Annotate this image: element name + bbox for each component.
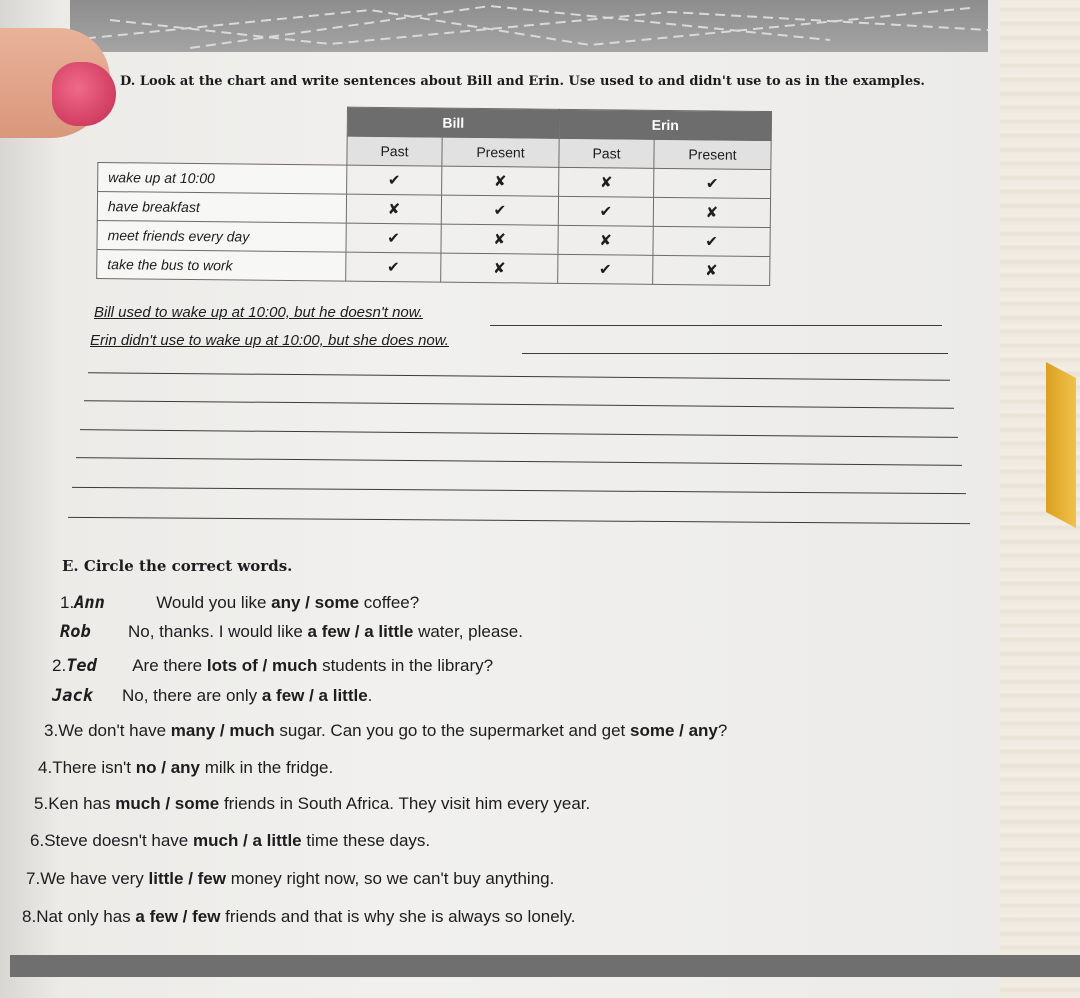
mark-cell: ✔ [441, 195, 558, 225]
sentence-text: No, thanks. I would like [128, 622, 308, 641]
header-period: Present [442, 137, 559, 167]
word-choice[interactable]: lots of / much [206, 656, 318, 675]
mark-cell: ✘ [441, 224, 558, 254]
mark-cell: ✘ [442, 166, 559, 196]
header-person: Erin [559, 109, 771, 140]
item-number: 6. [30, 831, 45, 850]
item-number: 4. [38, 758, 53, 777]
sentence-text: water, please. [413, 622, 523, 641]
mark-cell: ✔ [347, 165, 442, 195]
mark-cell: ✔ [558, 254, 653, 284]
sentence-text: sugar. Can you go to the supermarket and get [274, 721, 631, 740]
sentence-text: time these days. [301, 831, 431, 850]
sentence-text: Nat only has [36, 907, 136, 926]
item-number: 3. [44, 721, 59, 740]
exercise-item [60, 593, 419, 613]
word-choice[interactable]: no / any [135, 758, 200, 777]
mark-cell: ✘ [558, 225, 653, 255]
mark-cell: ✔ [653, 226, 770, 256]
header-pattern [70, 0, 988, 52]
sentence-text: No, there are only [122, 686, 262, 705]
answer-line [490, 325, 942, 326]
sentence-text: money right now, so we can't buy anything. [226, 869, 555, 888]
header-period: Past [347, 136, 442, 166]
sentence-text: Are there [132, 656, 207, 675]
word-choice[interactable]: a few / a little [307, 622, 414, 641]
sentence-text: There isn't [52, 758, 136, 777]
mark-cell: ✘ [653, 197, 770, 227]
word-choice[interactable]: much / some [115, 794, 220, 813]
exercise-item [44, 721, 727, 741]
mark-cell: ✔ [346, 223, 441, 253]
example-sentence: Bill used to wake up at 10:00, but he doesn't now. [94, 304, 423, 321]
sentence-text: . [367, 686, 373, 705]
sentence-text: coffee? [359, 593, 420, 612]
item-number: 7. [26, 869, 41, 888]
yellow-marker [1046, 362, 1076, 528]
word-choice[interactable]: much / a little [192, 831, 302, 850]
speaker-name: Ted [66, 656, 97, 676]
mark-cell: ✔ [558, 196, 653, 226]
sentence-text: ? [717, 721, 728, 740]
exercise-item [30, 831, 430, 851]
word-choice[interactable]: little / few [148, 869, 226, 888]
mark-cell: ✔ [346, 252, 441, 282]
activity-label: take the bus to work [97, 249, 346, 281]
speaker-name: Jack [52, 686, 93, 706]
sentence-text: friends in South Africa. They visit him every year. [219, 794, 591, 813]
sentence-text: Would you like [156, 593, 272, 612]
mark-cell: ✔ [654, 168, 771, 198]
exercise-item [52, 656, 493, 676]
header-person: Bill [347, 107, 559, 138]
item-number: 8. [22, 907, 37, 926]
exercise-item [22, 907, 575, 927]
mark-cell: ✘ [441, 253, 558, 283]
mark-cell: ✘ [346, 194, 441, 224]
activity-label: meet friends every day [97, 220, 346, 252]
activity-label: wake up at 10:00 [98, 163, 347, 195]
activity-label: have breakfast [97, 192, 346, 224]
sentence-text: students in the library? [317, 656, 494, 675]
sentence-text: Steve doesn't have [44, 831, 193, 850]
word-choice[interactable]: a few / few [135, 907, 221, 926]
header-period: Past [559, 138, 654, 168]
page-footer-band [10, 955, 1080, 977]
section-d-instruction: D. Look at the chart and write sentences about Bill and Erin. Use used to and didn't use to as in the examples. [120, 74, 925, 89]
item-number: 5. [34, 794, 49, 813]
sentence-text: milk in the fridge. [199, 758, 334, 777]
example-sentence: Erin didn't use to wake up at 10:00, but she does now. [90, 332, 449, 349]
word-choice[interactable]: any / some [271, 593, 360, 612]
mark-cell: ✘ [559, 167, 654, 197]
habits-chart [96, 104, 772, 286]
mark-cell: ✘ [653, 255, 770, 285]
header-period: Present [654, 139, 771, 169]
speaker-name: Rob [60, 622, 91, 642]
item-number: 1. [60, 593, 75, 612]
sentence-text: Ken has [48, 794, 116, 813]
word-choice[interactable]: many / much [170, 721, 275, 740]
word-choice[interactable]: some / any [630, 721, 718, 740]
exercise-item [34, 794, 590, 814]
exercise-item [38, 758, 333, 778]
section-e-instruction: E. Circle the correct words. [62, 557, 293, 575]
sentence-text: friends and that is why she is always so lonely. [220, 907, 576, 926]
sentence-text: We don't have [58, 721, 171, 740]
answer-line [522, 353, 948, 354]
exercise-item [26, 869, 554, 889]
word-choice[interactable]: a few / a little [261, 686, 368, 705]
item-number: 2. [52, 656, 67, 675]
speaker-name: Ann [74, 593, 105, 613]
exercise-item [52, 686, 372, 706]
sentence-text: We have very [40, 869, 149, 888]
page-header-band [70, 0, 988, 52]
exercise-item [60, 622, 523, 642]
